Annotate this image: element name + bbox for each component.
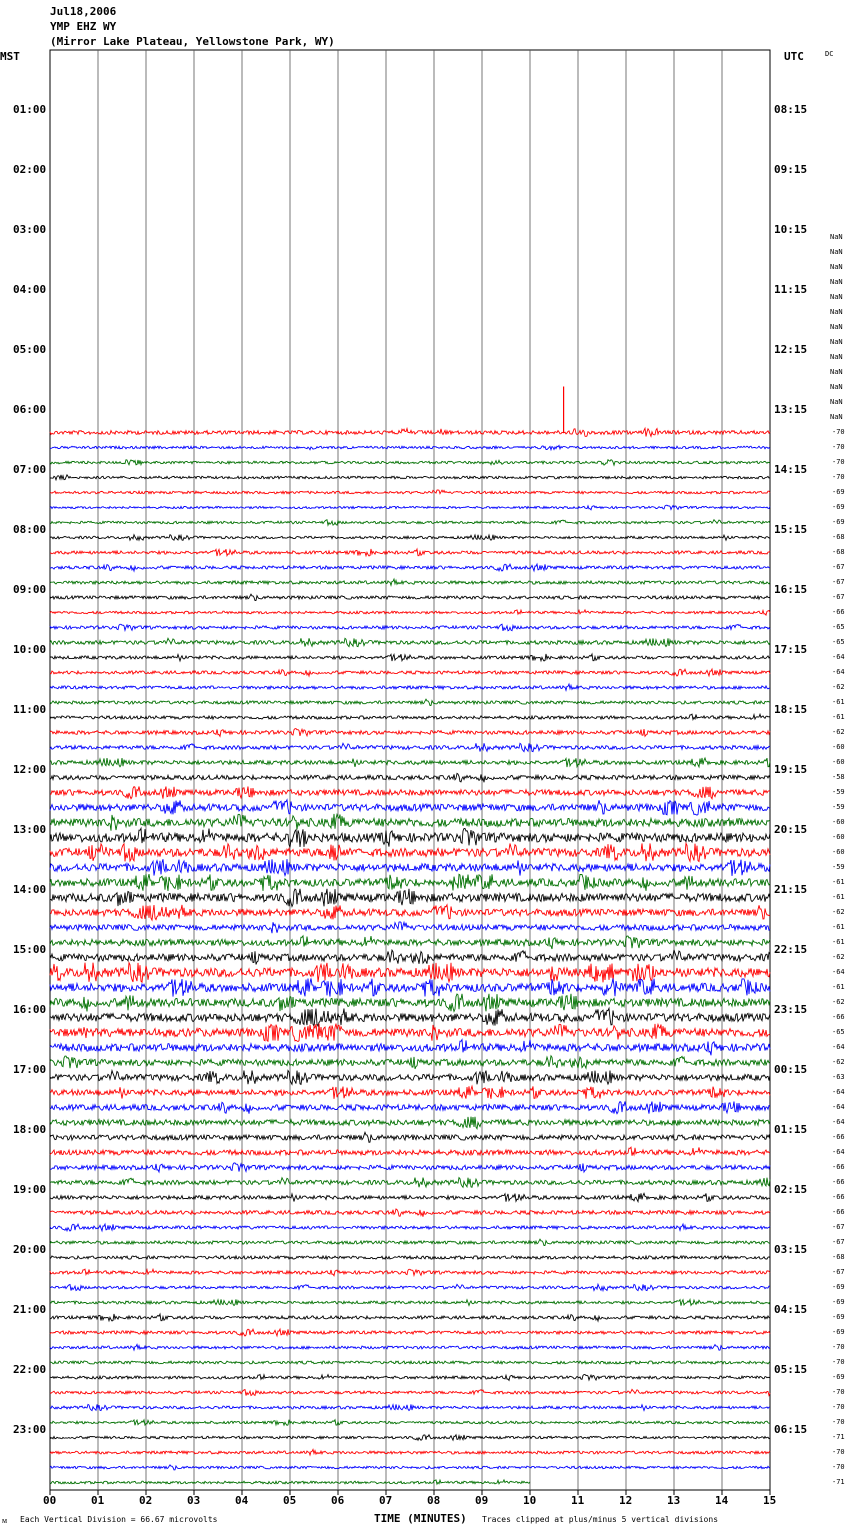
row-offset-label: -68 — [832, 1252, 845, 1261]
row-offset-label: -58 — [832, 772, 845, 781]
row-offset-label: -69 — [832, 1297, 845, 1306]
row-offset-label: -68 — [832, 532, 845, 541]
seismic-trace — [50, 1239, 770, 1245]
seismic-trace — [50, 1269, 770, 1276]
seismic-trace — [50, 922, 770, 933]
row-offset-label: -70 — [832, 1357, 845, 1366]
seismic-trace — [50, 1389, 770, 1395]
seismic-trace — [50, 654, 770, 661]
right-axis-title: UTC — [784, 50, 804, 63]
seismic-trace — [50, 1344, 770, 1350]
right-hour-label: 11:15 — [774, 283, 808, 296]
x-tick-label: 02 — [139, 1494, 153, 1507]
left-hour-label: 10:00 — [13, 643, 47, 656]
seismic-trace — [50, 699, 770, 705]
row-offset-label: -64 — [832, 1042, 845, 1051]
seismic-trace — [50, 1008, 770, 1026]
left-hour-label: 07:00 — [13, 463, 47, 476]
x-tick-label: 03 — [187, 1494, 201, 1507]
right-hour-label: 03:15 — [774, 1243, 808, 1256]
seismic-trace — [50, 1163, 770, 1172]
row-offset-label: -64 — [832, 1087, 845, 1096]
x-tick-label: 11 — [571, 1494, 585, 1507]
row-offset-label: -70 — [832, 1387, 845, 1396]
seismic-trace — [50, 594, 770, 600]
row-offset-label: -70 — [832, 1342, 845, 1351]
seismic-trace — [50, 1056, 770, 1069]
row-offset-label: -67 — [832, 577, 845, 586]
seismic-trace — [50, 787, 770, 799]
left-hour-label: 11:00 — [13, 703, 47, 716]
row-offset-label: -60 — [832, 742, 845, 751]
left-hour-label: 17:00 — [13, 1063, 47, 1076]
right-nan-label: NaN — [830, 277, 843, 286]
right-hour-label: 12:15 — [774, 343, 808, 356]
plot-frame — [50, 50, 770, 1490]
row-offset-label: -70 — [832, 472, 845, 481]
right-nan-label: NaN — [830, 412, 843, 421]
row-offset-label: -66 — [832, 607, 845, 616]
row-offset-label: -67 — [832, 562, 845, 571]
row-offset-label: -70 — [832, 457, 845, 466]
seismic-trace — [50, 1361, 770, 1364]
row-offset-label: -60 — [832, 757, 845, 766]
right-nan-label: NaN — [830, 367, 843, 376]
right-hour-label: 08:15 — [774, 103, 808, 116]
row-offset-label: -62 — [832, 727, 845, 736]
seismic-trace — [50, 1102, 770, 1114]
seismic-trace — [50, 475, 770, 480]
seismic-trace — [50, 1209, 770, 1217]
seismic-trace — [50, 978, 770, 996]
left-hour-label: 19:00 — [13, 1183, 47, 1196]
seismic-trace — [50, 874, 770, 891]
seismic-trace — [50, 1147, 770, 1156]
left-hour-label: 02:00 — [13, 163, 47, 176]
seismic-trace — [50, 1299, 770, 1305]
x-tick-label: 08 — [427, 1494, 441, 1507]
row-offset-label: -66 — [832, 1177, 845, 1186]
x-tick-label: 09 — [475, 1494, 489, 1507]
seismic-trace — [50, 445, 770, 449]
right-hour-label: 05:15 — [774, 1363, 808, 1376]
right-hour-label: 02:15 — [774, 1183, 808, 1196]
row-offset-label: -63 — [832, 1072, 845, 1081]
seismic-trace — [50, 638, 770, 646]
row-offset-label: -69 — [832, 1282, 845, 1291]
row-offset-label: -70 — [832, 442, 845, 451]
clipping-note: Traces clipped at plus/minus 5 vertical divisions — [482, 1515, 719, 1524]
row-offset-label: -61 — [832, 937, 845, 946]
row-offset-label: -59 — [832, 802, 845, 811]
row-offset-label: -70 — [832, 1402, 845, 1411]
seismic-trace — [50, 814, 770, 831]
left-hour-label: 14:00 — [13, 883, 47, 896]
x-tick-label: 07 — [379, 1494, 393, 1507]
seismic-trace — [50, 950, 770, 965]
seismic-trace — [50, 1449, 770, 1455]
row-offset-label: -61 — [832, 982, 845, 991]
row-offset-label: -64 — [832, 1102, 845, 1111]
seismic-trace — [50, 936, 770, 949]
row-offset-label: -64 — [832, 1147, 845, 1156]
seismic-trace — [50, 490, 770, 494]
seismic-trace — [50, 624, 770, 631]
row-offset-label: -60 — [832, 817, 845, 826]
seismic-trace — [50, 1420, 770, 1426]
x-axis-label: TIME (MINUTES) — [374, 1512, 467, 1525]
seismic-trace — [50, 1117, 770, 1129]
dc-label: DC — [825, 50, 834, 58]
row-offset-label: -61 — [832, 877, 845, 886]
right-hour-label: 16:15 — [774, 583, 808, 596]
seismic-trace — [50, 743, 770, 751]
x-tick-label: 14 — [715, 1494, 729, 1507]
right-hour-label: 21:15 — [774, 883, 808, 896]
right-hour-label: 17:15 — [774, 643, 808, 656]
seismic-trace — [50, 1314, 770, 1321]
seismic-trace — [50, 1178, 770, 1188]
row-offset-label: -69 — [832, 502, 845, 511]
right-nan-label: NaN — [830, 232, 843, 241]
right-nan-label: NaN — [830, 247, 843, 256]
row-offset-label: -60 — [832, 832, 845, 841]
left-hour-label: 09:00 — [13, 583, 47, 596]
x-tick-label: 04 — [235, 1494, 249, 1507]
right-nan-label: NaN — [830, 307, 843, 316]
right-hour-label: 01:15 — [774, 1123, 808, 1136]
chart-date: Jul18,2006 — [50, 5, 117, 18]
right-hour-label: 06:15 — [774, 1423, 808, 1436]
seismic-trace — [50, 1404, 770, 1410]
seismic-trace — [50, 579, 770, 585]
row-offset-label: -70 — [832, 427, 845, 436]
row-offset-label: -70 — [832, 1447, 845, 1456]
row-offset-label: -64 — [832, 667, 845, 676]
seismic-trace — [50, 1086, 770, 1099]
x-tick-label: 06 — [331, 1494, 345, 1507]
row-offset-label: -67 — [832, 1237, 845, 1246]
row-offset-label: -70 — [832, 1462, 845, 1471]
row-offset-label: -67 — [832, 1222, 845, 1231]
left-hour-label: 13:00 — [13, 823, 47, 836]
seismic-trace — [50, 1224, 770, 1231]
x-tick-label: 12 — [619, 1494, 633, 1507]
row-offset-label: -67 — [832, 1267, 845, 1276]
row-offset-label: -66 — [832, 1012, 845, 1021]
left-hour-label: 16:00 — [13, 1003, 47, 1016]
x-tick-label: 05 — [283, 1494, 297, 1507]
right-hour-label: 04:15 — [774, 1303, 808, 1316]
seismic-trace — [50, 535, 770, 541]
row-offset-label: -66 — [832, 1192, 845, 1201]
row-offset-label: -64 — [832, 967, 845, 976]
row-offset-label: -61 — [832, 712, 845, 721]
row-offset-label: -71 — [832, 1432, 845, 1441]
row-offset-label: -71 — [832, 1477, 845, 1486]
left-hour-label: 08:00 — [13, 523, 47, 536]
x-tick-label: 01 — [91, 1494, 105, 1507]
row-offset-label: -62 — [832, 952, 845, 961]
row-offset-label: -66 — [832, 1207, 845, 1216]
row-offset-label: -65 — [832, 637, 845, 646]
left-hour-label: 22:00 — [13, 1363, 47, 1376]
row-offset-label: -69 — [832, 1327, 845, 1336]
seismic-trace — [50, 828, 770, 847]
row-offset-label: -65 — [832, 622, 845, 631]
row-offset-label: -69 — [832, 1312, 845, 1321]
left-hour-label: 12:00 — [13, 763, 47, 776]
seismic-trace — [50, 758, 770, 767]
row-offset-label: -60 — [832, 847, 845, 856]
seismic-trace — [50, 859, 770, 876]
seismic-trace — [50, 1193, 770, 1201]
left-hour-label: 21:00 — [13, 1303, 47, 1316]
seismic-trace — [50, 1256, 770, 1259]
seismic-trace — [50, 994, 770, 1012]
x-tick-label: 15 — [763, 1494, 777, 1507]
right-hour-label: 10:15 — [774, 223, 808, 236]
left-hour-label: 18:00 — [13, 1123, 47, 1136]
row-offset-label: -61 — [832, 922, 845, 931]
right-nan-label: NaN — [830, 337, 843, 346]
right-hour-label: 13:15 — [774, 403, 808, 416]
seismic-trace — [50, 505, 770, 510]
seismic-trace — [50, 610, 770, 615]
seismic-trace — [50, 1465, 770, 1470]
right-hour-label: 15:15 — [774, 523, 808, 536]
right-nan-label: NaN — [830, 262, 843, 271]
row-offset-label: -59 — [832, 787, 845, 796]
left-hour-label: 03:00 — [13, 223, 47, 236]
x-tick-label: 13 — [667, 1494, 681, 1507]
left-hour-label: 23:00 — [13, 1423, 47, 1436]
seismic-trace — [50, 905, 770, 920]
seismic-trace — [50, 564, 770, 571]
x-tick-label: 00 — [43, 1494, 57, 1507]
right-hour-label: 09:15 — [774, 163, 808, 176]
left-hour-label: 01:00 — [13, 103, 47, 116]
row-offset-label: -69 — [832, 517, 845, 526]
row-offset-label: -61 — [832, 697, 845, 706]
right-hour-label: 22:15 — [774, 943, 808, 956]
right-hour-label: 00:15 — [774, 1063, 808, 1076]
seismic-trace — [50, 460, 770, 466]
seismic-trace — [50, 1024, 770, 1042]
row-offset-label: -59 — [832, 862, 845, 871]
seismic-trace — [50, 549, 770, 556]
seismic-trace — [50, 1375, 770, 1381]
seismic-trace — [50, 520, 770, 526]
row-offset-label: -67 — [832, 592, 845, 601]
right-hour-label: 14:15 — [774, 463, 808, 476]
seismic-trace — [50, 684, 770, 690]
row-offset-label: -61 — [832, 892, 845, 901]
footer-mark: ᴍ — [2, 1516, 8, 1525]
right-nan-label: NaN — [830, 382, 843, 391]
row-offset-label: -69 — [832, 487, 845, 496]
row-offset-label: -68 — [832, 547, 845, 556]
row-offset-label: -62 — [832, 1057, 845, 1066]
left-axis-title: MST — [0, 50, 20, 63]
left-hour-label: 15:00 — [13, 943, 47, 956]
vertical-division-note: Each Vertical Division = 66.67 microvolts — [20, 1515, 218, 1524]
seismic-trace — [50, 729, 770, 737]
right-hour-label: 19:15 — [774, 763, 808, 776]
seismic-trace — [50, 963, 770, 983]
right-hour-label: 20:15 — [774, 823, 808, 836]
left-hour-label: 04:00 — [13, 283, 47, 296]
seismic-trace — [50, 843, 770, 861]
row-offset-label: -62 — [832, 907, 845, 916]
seismic-trace — [50, 1040, 770, 1056]
seismic-trace — [50, 714, 770, 719]
right-nan-label: NaN — [830, 397, 843, 406]
left-hour-label: 20:00 — [13, 1243, 47, 1256]
row-offset-label: -64 — [832, 652, 845, 661]
right-nan-label: NaN — [830, 352, 843, 361]
seismic-trace — [50, 669, 770, 676]
right-nan-label: NaN — [830, 292, 843, 301]
chart-station: YMP EHZ WY — [50, 20, 117, 33]
right-hour-label: 18:15 — [774, 703, 808, 716]
row-offset-label: -66 — [832, 1162, 845, 1171]
left-hour-label: 06:00 — [13, 403, 47, 416]
x-tick-label: 10 — [523, 1494, 537, 1507]
right-hour-label: 23:15 — [774, 1003, 808, 1016]
chart-location: (Mirror Lake Plateau, Yellowstone Park, WY) — [50, 35, 335, 48]
row-offset-label: -62 — [832, 997, 845, 1006]
right-nan-label: NaN — [830, 322, 843, 331]
row-offset-label: -66 — [832, 1132, 845, 1141]
seismic-trace — [50, 428, 770, 436]
row-offset-label: -70 — [832, 1417, 845, 1426]
seismic-trace — [50, 889, 770, 907]
left-hour-label: 05:00 — [13, 343, 47, 356]
row-offset-label: -69 — [832, 1372, 845, 1381]
row-offset-label: -64 — [832, 1117, 845, 1126]
row-offset-label: -62 — [832, 682, 845, 691]
seismic-trace — [50, 773, 770, 782]
seismic-trace — [50, 1132, 770, 1142]
seismic-trace — [50, 800, 770, 815]
seismic-trace — [50, 1071, 770, 1085]
row-offset-label: -65 — [832, 1027, 845, 1036]
seismic-trace — [50, 1284, 770, 1290]
seismic-trace — [50, 1435, 770, 1441]
seismic-trace — [50, 1329, 770, 1336]
